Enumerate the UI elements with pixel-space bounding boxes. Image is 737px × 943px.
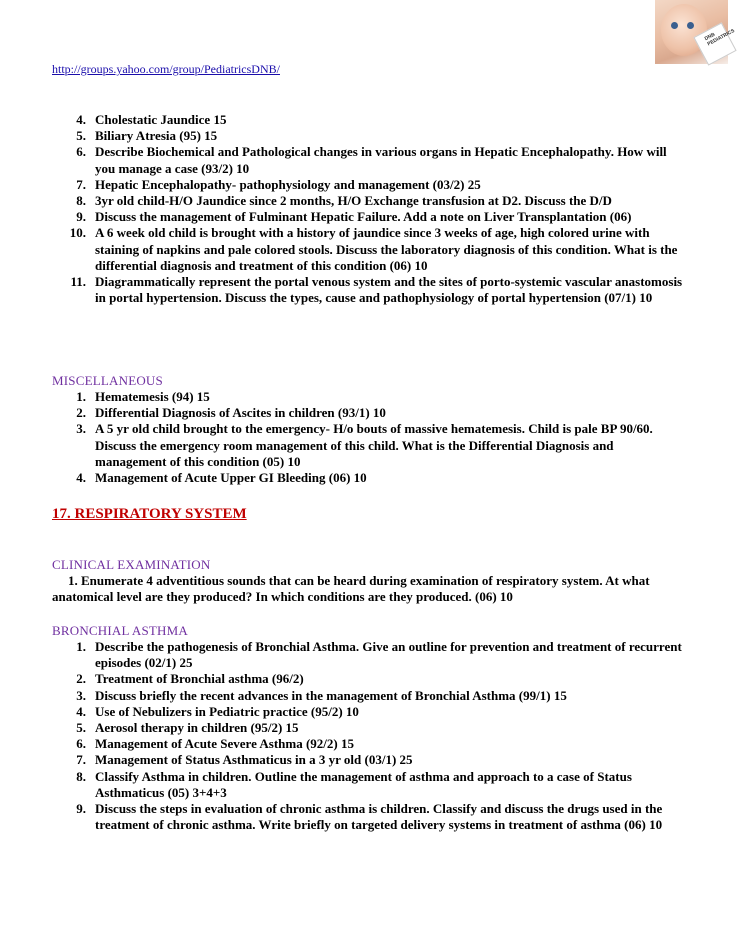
list-item: 1. Hematemesis (94) 15: [76, 389, 210, 404]
section-heading-bronchial-asthma: BRONCHIAL ASTHMA: [52, 623, 188, 638]
yahoo-group-link[interactable]: http://groups.yahoo.com/group/PediatricsDNB/: [52, 62, 280, 76]
logo-text: DNB PEDIATRICS: [703, 28, 736, 48]
list-item: 6. Describe Biochemical and Pathological changes in various organs in Hepatic Encephalopathy. How will you manage a case (93/2) 10: [76, 144, 667, 176]
list-item: 3. A 5 yr old child brought to the emergency- H/o bouts of massive hematemesis. Child is pale BP 90/60. Discuss the emergency room management of this child. What is the Differential Diagnosis and management of this condition (05) 10: [76, 421, 653, 469]
list-item: 9. Discuss the management of Fulminant Hepatic Failure. Add a note on Liver Transplantation (06): [76, 209, 632, 225]
list-item: 6. Management of Acute Severe Asthma (92/2) 15: [76, 736, 354, 752]
list-item: 4. Use of Nebulizers in Pediatric practice (95/2) 10: [76, 703, 359, 719]
list-item: 2. Differential Diagnosis of Ascites in children (93/1) 10: [76, 405, 386, 421]
list-item: 4. Management of Acute Upper GI Bleeding (06) 10: [76, 470, 367, 486]
list-item: 9. Discuss the steps in evaluation of chronic asthma is children. Classify and discuss the drugs used in the treatment of chronic asthma. Write briefly on targeted delivery systems in treatment of asthma (06) 10: [76, 801, 663, 833]
miscellaneous-list: [0, 389, 728, 486]
list-item: 5. Aerosol therapy in children (95/2) 15: [76, 720, 299, 736]
hepatology-list: [0, 112, 728, 306]
list-item: 3. Discuss briefly the recent advances in the management of Bronchial Asthma (99/1) 15: [76, 687, 567, 703]
list-item: 10. A 6 week old child is brought with a history of jaundice since 3 weeks of age, high colored urine with staining of napkins and pale colored stools. Discuss the laboratory diagnosis of this condition. What is the differential diagnosis and treatment of this condition (06) 10: [69, 225, 678, 273]
list-item: 5. Biliary Atresia (95) 15: [76, 128, 218, 144]
list-item: 8. Classify Asthma in children. Outline the management of asthma and approach to a case of Status Asthmaticus (05) 3+4+3: [76, 768, 632, 800]
section-heading-miscellaneous: MISCELLANEOUS: [52, 373, 163, 388]
baby-eye-right: [687, 22, 694, 29]
list-item: 11. Diagrammatically represent the portal venous system and the sites of porto-systemic vascular anastomosis in portal hypertension. Discuss the types, cause and pathophysiology of portal hypertension (07/1) 10: [70, 274, 683, 306]
clinical-examination-question: 1. Enumerate 4 adventitious sounds that can be heard during examination of respiratory system. At what anatomical level are they produced? In which conditions are they produced. (06) 10: [52, 573, 650, 605]
chapter-title: 17. RESPIRATORY SYSTEM: [52, 506, 247, 522]
list-item: 1. Describe the pathogenesis of Bronchial Asthma. Give an outline for prevention and treatment of recurrent episodes (02/1) 25: [76, 639, 682, 671]
bronchial-asthma-list: [0, 639, 728, 833]
list-item: 4. Cholestatic Jaundice 15: [76, 112, 227, 127]
list-item: 7. Hepatic Encephalopathy- pathophysiology and management (03/2) 25: [76, 176, 481, 192]
pediatrics-logo: [655, 0, 736, 64]
list-item: 7. Management of Status Asthmaticus in a 3 yr old (03/1) 25: [76, 752, 413, 768]
list-item: 2. Treatment of Bronchial asthma (96/2): [76, 671, 304, 687]
section-heading-clinical-examination: CLINICAL EXAMINATION: [52, 557, 211, 572]
baby-eye-left: [671, 22, 678, 29]
list-item: 8. 3yr old child-H/O Jaundice since 2 months, H/O Exchange transfusion at D2. Discuss the D/D: [76, 193, 612, 209]
